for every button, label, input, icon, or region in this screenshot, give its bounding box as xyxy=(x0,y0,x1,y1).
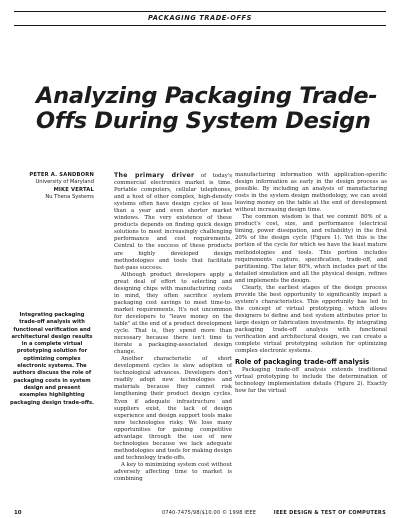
issn-line: 0740-7475/98/$10.00 © 1998 IEEE xyxy=(162,510,257,516)
pull-quote: Integrating packaging trade-off analysis with functional verification and architectural design results in a complete virtual prototyping solution for optimizing complex electronic systems. The authors discuss the role of packaging costs in system design and present examples highlighting packaging design trade-offs. xyxy=(10,312,95,406)
body-paragraph: Another characteristic of short development cycles is slow adoption of technological advances. Developers don't readily adopt new technologies and materials because they cannot risk lengthening their product design cycles. Even if adequate infrastructure and suppliers exist, the lack of design experience and design support tools make new technologies risky. We lose many opportunities for gaining competitive advantage through the use of new technologies because we lack adequate methodologies and tools for making design and technology trade-offs. xyxy=(114,356,232,461)
body-paragraph: The common wisdom is that we commit 80% of a product's cost, size, and performance (electrical timing, power dissipation, and reliability) in the first 20% of the design cycle (Figure 1). Yet this is the portion of the cycle for which we have the least mature methodologies and tools. This portion includes requirements capture, specification, trade-off, and partitioning. The later 80%, which includes part of the detailed simulation and all the physical design, refines and implements the design. xyxy=(235,214,387,284)
header-rule-top xyxy=(14,11,386,12)
body-column-1 xyxy=(114,172,232,483)
lead-in: The primary driver xyxy=(114,172,195,179)
body-paragraph: The primary driver of today's commercial electronics market is time. Portable computers, cellular telephones, and a host of other complex, high-density systems often have design cycles of less than a year and even shorter market windows. The very existence of these products depends on finding quick design solutions to meet increasingly challenging performance and cost requirements. Central to the success of these products are highly developed design methodologies and tools that facilitate fast-pass success. xyxy=(114,172,233,271)
author-name: MIKE VERTAL xyxy=(53,186,94,193)
author-byline xyxy=(14,172,94,202)
body-paragraph: Clearly, the earliest stages of the design process provide the best opportunity to significantly impact a system's characteristics. This opportunity has led to the concept of virtual prototyping, which allows designers to define and test system attributes prior to large design or fabrication investments. By integrating packaging trade-off analysis with functional verification and architectural design, we can create a complete virtual prototyping solution for optimizing complex electronic systems. xyxy=(235,284,387,355)
page-number: 10 xyxy=(14,510,22,516)
body-paragraph: Packaging trade-off analysis extends traditional virtual prototyping to include the determination of technology implementation details (Figure 2). Exactly how far the virtual xyxy=(235,367,387,395)
article-title: Analyzing Packaging Trade-Offs During System Design xyxy=(36,83,378,134)
page-footer xyxy=(14,510,386,518)
body-paragraph: Although product developers apply a great deal of effort to selecting and designing chips with manufacturing costs in mind, they often sacrifice system packaging cost savings to meet time-to-market requirements. It's not uncommon for developers to "leave money on the table" at the end of a product development cycle. That is, they spend more than necessary because there isn't time to iterate a packaging-associated design change. xyxy=(114,271,232,356)
body-paragraph: manufacturing information with application-specific design information as early in the design process as possible. By including an analysis of manufacturing costs in the system design methodology, we can avoid leaving money on the table at the end of development without increasing design time. xyxy=(235,172,387,214)
header-rule-bottom xyxy=(14,25,386,26)
author-name: PETER A. SANDBORN xyxy=(29,172,94,178)
author-affiliation: Nu Thena Systems xyxy=(45,194,94,201)
body-column-2 xyxy=(235,172,387,395)
journal-name: IEEE DESIGN & TEST OF COMPUTERS xyxy=(273,510,386,516)
body-paragraph: A key to minimizing system cost without adversely affecting time to market is combining xyxy=(114,461,232,483)
section-heading: Role of packaging trade-off analysis xyxy=(235,358,370,367)
author-affiliation: University of Maryland xyxy=(35,179,94,186)
section-tag: PACKAGING TRADE-OFFS xyxy=(147,14,253,22)
